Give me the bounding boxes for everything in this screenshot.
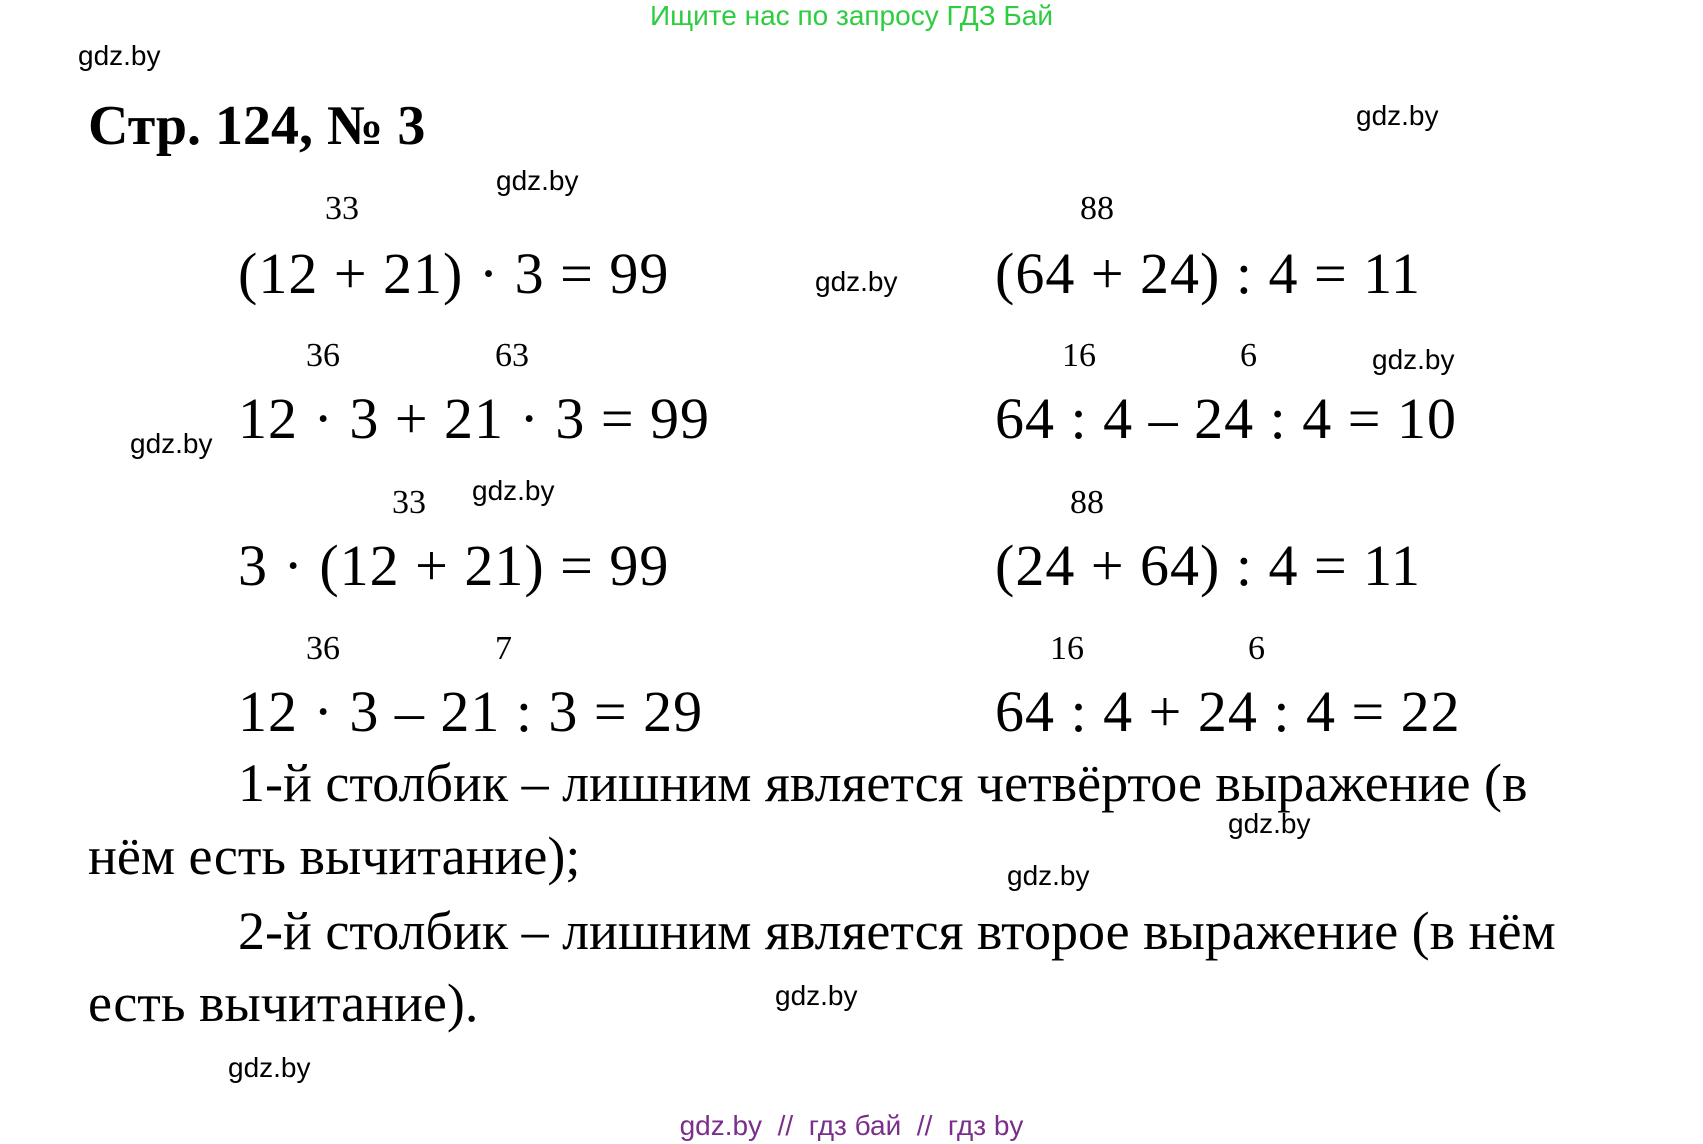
- watermark: gdz.by: [130, 428, 213, 459]
- answer-line: нём есть вычитание);: [88, 826, 581, 886]
- answer-line: 2-й столбик – лишним является второе выражение (в нём: [238, 901, 1556, 961]
- intermediate-result: 63: [495, 337, 529, 374]
- math-expression: (24 + 64) : 4 = 11: [995, 533, 1422, 598]
- math-expression: (64 + 24) : 4 = 11: [995, 241, 1422, 306]
- math-expression: 12 · 3 + 21 · 3 = 99: [238, 386, 711, 451]
- watermark: gdz.by: [775, 980, 858, 1011]
- intermediate-result: 16: [1062, 337, 1096, 374]
- math-expression: (12 + 21) · 3 = 99: [238, 241, 670, 306]
- watermark: gdz.by: [815, 266, 898, 297]
- math-expression: 3 · (12 + 21) = 99: [238, 533, 670, 598]
- intermediate-result: 88: [1070, 484, 1104, 521]
- answer-line: есть вычитание).: [88, 973, 479, 1033]
- intermediate-result: 88: [1080, 190, 1114, 227]
- watermark: gdz.by: [78, 40, 161, 71]
- watermark: gdz.by: [496, 165, 579, 196]
- answer-line: 1-й столбик – лишним является четвёртое выражение (в: [238, 753, 1528, 813]
- intermediate-result: 7: [495, 630, 512, 667]
- watermark: gdz.by: [228, 1052, 311, 1083]
- math-expression: 12 · 3 – 21 : 3 = 29: [238, 679, 704, 744]
- intermediate-result: 36: [306, 630, 340, 667]
- footer-watermark: gdz.by // гдз бай // гдз by: [679, 1110, 1024, 1141]
- intermediate-result: 33: [325, 190, 359, 227]
- watermark: gdz.by: [472, 475, 555, 506]
- watermark: gdz.by: [1372, 344, 1455, 375]
- page-title: Стр. 124, № 3: [88, 95, 426, 157]
- math-expression: 64 : 4 – 24 : 4 = 10: [995, 386, 1457, 451]
- intermediate-result: 33: [392, 484, 426, 521]
- search-banner: Ищите нас по запросу ГДЗ Бай: [649, 0, 1054, 31]
- watermark: gdz.by: [1007, 860, 1090, 891]
- intermediate-result: 6: [1240, 337, 1257, 374]
- math-expression: 64 : 4 + 24 : 4 = 22: [995, 679, 1461, 744]
- intermediate-result: 6: [1248, 630, 1265, 667]
- intermediate-result: 36: [306, 337, 340, 374]
- intermediate-result: 16: [1050, 630, 1084, 667]
- watermark: gdz.by: [1356, 100, 1439, 131]
- watermark: gdz.by: [1228, 808, 1311, 839]
